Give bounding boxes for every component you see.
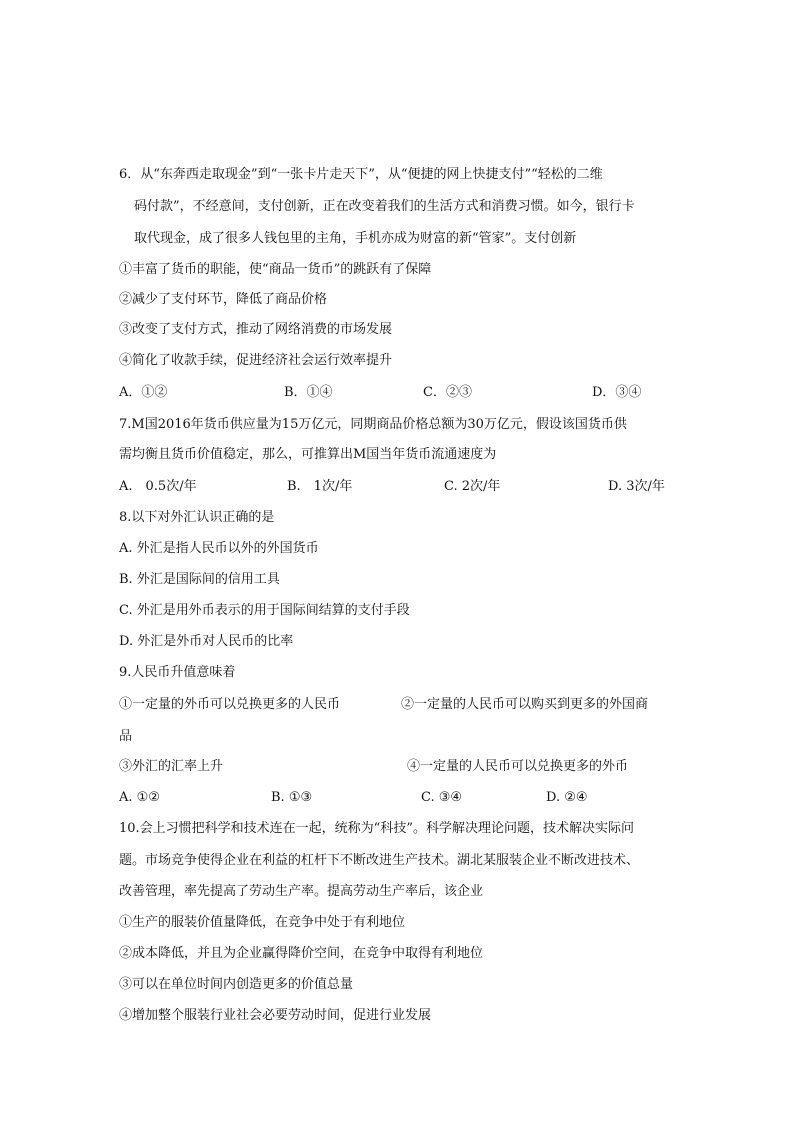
q7-option-b: B. 1次/年 <box>287 479 353 494</box>
q6-option-c: C．②③ <box>423 385 472 400</box>
q9-option-a: A. ①② <box>119 790 160 805</box>
q6-options <box>119 384 694 402</box>
q6-item-2: ②减少了支付环节，降低了商品价格 <box>119 292 328 307</box>
q8-option-c: C. 外汇是用外币表示的用于国际间结算的支付手段 <box>119 603 410 618</box>
q9-item-4: ④一定量的人民币可以兑换更多的外币 <box>407 759 629 774</box>
q6-item-3: ③改变了支付方式，推动了网络消费的市场发展 <box>119 322 393 337</box>
q10-stem-line2: 题。市场竞争使得企业在利益的杠杆下不断改进生产技术。湖北某服装企业不断改进技术、 <box>119 853 640 868</box>
q6-option-b: B．①④ <box>284 385 333 400</box>
q8-stem: 8.以下对外汇认识正确的是 <box>119 510 275 525</box>
q9-option-c: C. ③④ <box>421 790 463 805</box>
q6-option-d: D．③④ <box>592 385 642 400</box>
q6-stem-line1: 6．从“东奔西走取现金”到“一张卡片走天下”，从“便捷的网上快捷支付”“轻松的二维 <box>119 167 603 182</box>
q6-stem-line2: 码付款”，不经意间，支付创新，正在改变着我们的生活方式和消费习惯。如今，银行卡 <box>134 199 635 214</box>
q10-item-3: ③可以在单位时间内创造更多的价值总量 <box>119 977 354 992</box>
q9-item-2: ②一定量的人民币可以购买到更多的外国商 <box>401 697 649 712</box>
q7-option-a: A. 0.5次/年 <box>119 479 197 494</box>
q7-option-d: D. 3次/年 <box>608 479 665 494</box>
q7-stem-line1: 7.M国2016年货币供应量为15万亿元，同期商品价格总额为30万亿元，假设该国货币供 <box>119 417 627 432</box>
q7-option-c: C. 2次/年 <box>444 479 501 494</box>
q6-item-1: ①丰富了货币的职能，使“商品一货币”的跳跃有了保障 <box>119 262 432 277</box>
q10-stem-line3: 改善管理，率先提高了劳动生产率。提高劳动生产率后，该企业 <box>119 884 484 899</box>
q9-stem: 9.人民币升值意味着 <box>119 665 236 680</box>
q8-option-a: A. 外汇是指人民币以外的外国货币 <box>119 541 319 556</box>
q6-option-a: A．①② <box>119 385 168 400</box>
q8-option-b: B. 外汇是国际间的信用工具 <box>119 572 280 587</box>
q9-options <box>119 789 694 807</box>
q7-stem-line2: 需均衡且货币价值稳定，那么，可推算出M国当年货币流通速度为 <box>119 447 497 462</box>
q9-item-2-continued: 品 <box>119 729 133 744</box>
q6-stem-line3: 取代现金，成了很多人钱包里的主角，手机亦成为财富的新“管家”。支付创新 <box>134 231 577 246</box>
q10-item-1: ①生产的服装价值量降低，在竞争中处于有利地位 <box>119 915 406 930</box>
q10-item-4: ④增加整个服装行业社会必要劳动时间，促进行业发展 <box>119 1008 432 1023</box>
q9-item-3: ③外汇的汇率上升 <box>119 759 224 774</box>
q10-item-2: ②成本降低，并且为企业赢得降价空间，在竞争中取得有利地位 <box>119 946 484 961</box>
q7-options <box>119 478 694 496</box>
q10-stem-line1: 10.会上习惯把科学和技术连在一起，统称为“科技”。科学解决理论问题，技术解决实际问 <box>119 821 634 836</box>
q9-option-b: B. ①③ <box>271 790 313 805</box>
q8-option-d: D. 外汇是外币对人民币的比率 <box>119 634 294 649</box>
q9-option-d: D. ②④ <box>546 790 588 805</box>
q9-item-1: ①一定量的外币可以兑换更多的人民币 <box>119 697 341 712</box>
q6-item-4: ④简化了收款手续，促进经济社会运行效率提升 <box>119 353 393 368</box>
